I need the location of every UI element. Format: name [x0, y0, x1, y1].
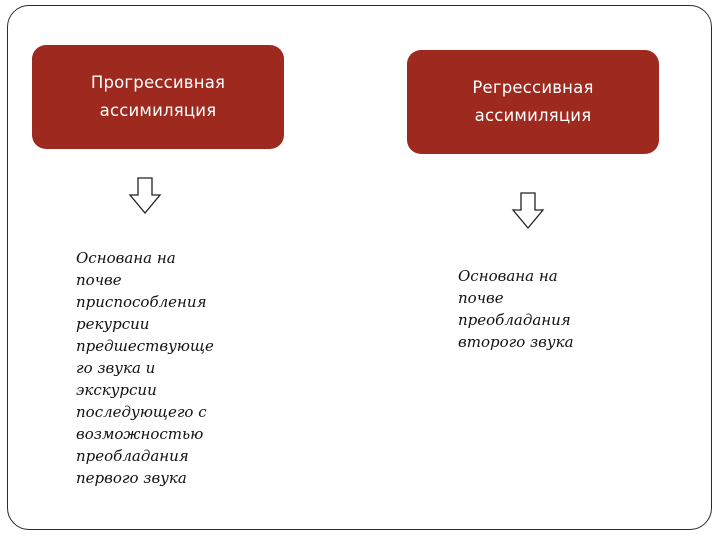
- description-line: первого звука: [76, 469, 187, 487]
- progressive-assimilation-box: [32, 45, 284, 149]
- description-line: преобладания: [76, 447, 189, 465]
- description-line: преобладания: [458, 311, 571, 329]
- box-title-line: Прогрессивная: [90, 73, 226, 92]
- description-line: предшествующе: [76, 337, 214, 355]
- box-title-line: ассимиляция: [474, 106, 592, 125]
- description-line: почве: [458, 289, 504, 307]
- box-title-line: Регрессивная: [472, 78, 594, 97]
- regressive-assimilation-box: [407, 50, 659, 154]
- description-line: возможностью: [76, 425, 204, 443]
- box-title-line: ассимиляция: [99, 101, 217, 120]
- description-line: приспособления: [76, 293, 207, 311]
- down-arrow-icon: [128, 177, 162, 215]
- description-line: экскурсии: [76, 381, 157, 399]
- description-line: Основана на: [76, 249, 176, 267]
- down-arrow-icon: [511, 192, 545, 230]
- description-line: го звука и: [76, 359, 156, 377]
- regressive-description: [458, 265, 574, 353]
- description-line: последующего с: [76, 403, 207, 421]
- description-line: рекурсии: [76, 315, 150, 333]
- description-line: Основана на: [458, 267, 558, 285]
- progressive-description: [76, 247, 214, 489]
- description-line: второго звука: [458, 333, 574, 351]
- description-line: почве: [76, 271, 122, 289]
